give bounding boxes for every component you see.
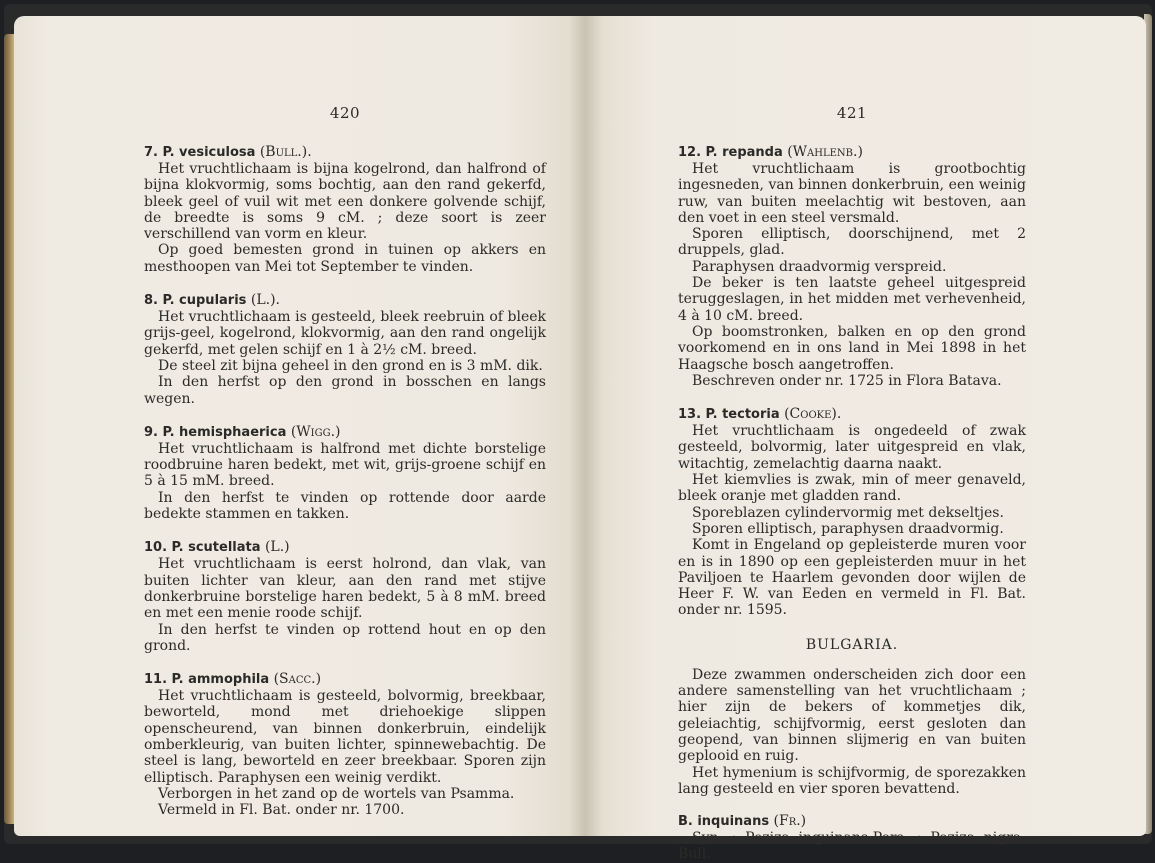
species-author: (L.) [264, 539, 290, 556]
page-number-left: 420 [329, 104, 361, 122]
species-description: Komt in Engeland op gepleisterde muren voor en is in 1890 op een gepleisterden muur in het Paviljoen te Haarlem gevonden door wijlen de Heer F. W. van Eeden en vermeld in Fl. Bat. onder nr. 1595. [678, 537, 1026, 619]
section-paragraphs [678, 667, 1026, 797]
species-heading [678, 406, 1026, 423]
species-description: Het vruchtlichaam is halfrond met dichte borstelige roodbruine haren bedekt, met wit, grijs-groene schijf en 5 à 15 mM. breed. [144, 440, 546, 490]
species-description: Syn. : Peziza inquinans-Pers. ; Peziza nigra-Bull. [678, 830, 1026, 863]
species-description: Sporen elliptisch, doorschijnend, met 2 druppels, glad. [678, 226, 1026, 259]
species-heading [678, 144, 1026, 161]
species-heading [144, 424, 546, 441]
species-name: P. repanda [705, 145, 783, 160]
species-number: 8. [144, 293, 158, 309]
species-entry [144, 424, 546, 522]
species-description: Sporen elliptisch, paraphysen draadvormig. [692, 520, 1004, 537]
left-page-entries [144, 144, 546, 819]
species-entry [678, 144, 1026, 389]
species-description: De steel zit bijna geheel in den grond en is 3 mM. dik. [158, 357, 543, 374]
page-edge-left [4, 34, 14, 824]
species-entry [678, 813, 1026, 863]
species-entry [144, 539, 546, 654]
species-entry [144, 671, 546, 818]
species-name: P. vesiculosa [162, 145, 256, 160]
open-book [4, 4, 1152, 863]
section-paragraph: Deze zwammen onderscheiden zich door een andere samenstelling van het vruchtlichaam ; hier zijn de bekers of kommetjes dik, geleiachtig, schijfvormig, eerst gesloten dan geopend, van binnen slijmerig en van buiten geplooid en ruig. [678, 666, 1026, 765]
species-heading [144, 144, 546, 161]
species-number: 10. [144, 540, 168, 556]
species-heading [678, 813, 1026, 830]
species-author: (L.). [250, 292, 280, 309]
species-description: In den herfst op den grond in bosschen en langs wegen. [144, 374, 546, 407]
species-author: (Cooke). [784, 406, 842, 423]
left-page [14, 16, 586, 836]
species-description: Beschreven onder nr. 1725 in Flora Batava. [692, 372, 1002, 389]
species-author: (Wigg.) [290, 423, 341, 440]
species-entry [144, 292, 546, 407]
last-entry [678, 813, 1026, 863]
species-description: Op goed bemesten grond in tuinen op akkers en mesthoopen van Mei tot September te vinden. [144, 242, 546, 275]
species-name: P. ammophila [171, 672, 270, 688]
species-author: (Wahlenb.) [787, 144, 863, 160]
species-number: 9. [144, 424, 158, 440]
species-name: P. hemisphaerica [162, 424, 287, 440]
species-author: (Fr.) [773, 813, 807, 830]
section-paragraph: Het hymenium is schijfvormig, de sporezakken lang gesteeld en vier sporen bevattend. [678, 764, 1026, 797]
section-title-bulgaria: BULGARIA. [805, 636, 899, 653]
species-author: (Bull.). [259, 144, 312, 160]
right-page-entries [678, 144, 1026, 619]
page-number-right: 421 [836, 104, 868, 122]
species-description: In den herfst te vinden op rottende door aarde bedekte stammen en takken. [144, 489, 546, 523]
species-description: Verborgen in het zand op de wortels van Psamma. [158, 785, 515, 802]
species-heading [144, 539, 546, 556]
species-description: Het vruchtlichaam is gesteeld, bleek reebruin of bleek grijs-geel, kogelrond, klokvormig, aan den rand ongelijk gekerfd, met gelen schijf en 1 à 2½ cM. breed. [144, 309, 546, 358]
species-description: Het vruchtlichaam is eerst holrond, dan vlak, van buiten lichter van kleur, aan den rand met stijve donkerbruine borstelige haren bedekt, 5 à 8 mM. breed en met een menie roode schijf. [144, 556, 546, 622]
right-page [586, 16, 1146, 863]
species-description: Sporeblazen cylindervormig met dekseltjes. [692, 504, 1004, 521]
species-heading [144, 671, 546, 688]
species-entry [678, 406, 1026, 619]
species-name: P. tectoria [705, 407, 780, 423]
species-description: Op boomstronken, balken en op den grond voorkomend en in ons land in Mei 1898 in het Haagsche bosch aangetroffen. [678, 323, 1026, 373]
species-description: De beker is ten laatste geheel uitgespreid teruggeslagen, in het midden met verhevenheid, 4 à 10 cM. breed. [678, 275, 1026, 324]
species-number: B. [678, 814, 693, 830]
species-number: 12. [678, 145, 702, 160]
species-description: Het vruchtlichaam is gesteeld, bolvormig, breekbaar, beworteld, mond met driehoekige slippen openscheurend, van binnen donkerbruin, eindelijk omberkleurig, van buiten lichter, spinnewebachtig. De steel is lang, beworteld en zeer breekbaar. Sporen zijn elliptisch. Paraphysen een weinig verdikt. [144, 688, 546, 786]
species-entry [144, 144, 546, 275]
species-description: Het vruchtlichaam is bijna kogelrond, dan halfrond of bijna klokvormig, soms bochtig, aan den rand gekerfd, bleek geel of vuil wit met een donkere golvende schijf, de breedte is soms 9 cM. ; deze soort is zeer verschillend van vorm en kleur. [144, 161, 546, 243]
species-description: Het vruchtlichaam is ongedeeld of zwak gesteeld, bolvormig, later uitgespreid en vlak, witachtig, zemelachtig daarna naakt. [678, 423, 1026, 472]
species-name: P. cupularis [162, 293, 247, 309]
species-description: Het kiemvlies is zwak, min of meer genaveld, bleek oranje met gladden rand. [678, 472, 1026, 505]
species-description: In den herfst te vinden op rottend hout en op den grond. [144, 621, 546, 654]
species-number: 13. [678, 407, 702, 423]
species-number: 11. [144, 672, 168, 688]
species-heading [144, 292, 546, 309]
species-description: Het vruchtlichaam is grootbochtig ingesneden, van binnen donkerbruin, een weinig ruw, van buiten meelachtig wit bestoven, aan den voet in een steel versmald. [678, 161, 1026, 226]
species-name: inquinans [697, 814, 770, 830]
species-author: (Sacc.) [273, 671, 322, 688]
species-description: Vermeld in Fl. Bat. onder nr. 1700. [158, 802, 405, 819]
species-name: P. scutellata [171, 540, 261, 556]
species-description: Paraphysen draadvormig verspreid. [692, 258, 947, 275]
species-number: 7. [144, 145, 158, 160]
